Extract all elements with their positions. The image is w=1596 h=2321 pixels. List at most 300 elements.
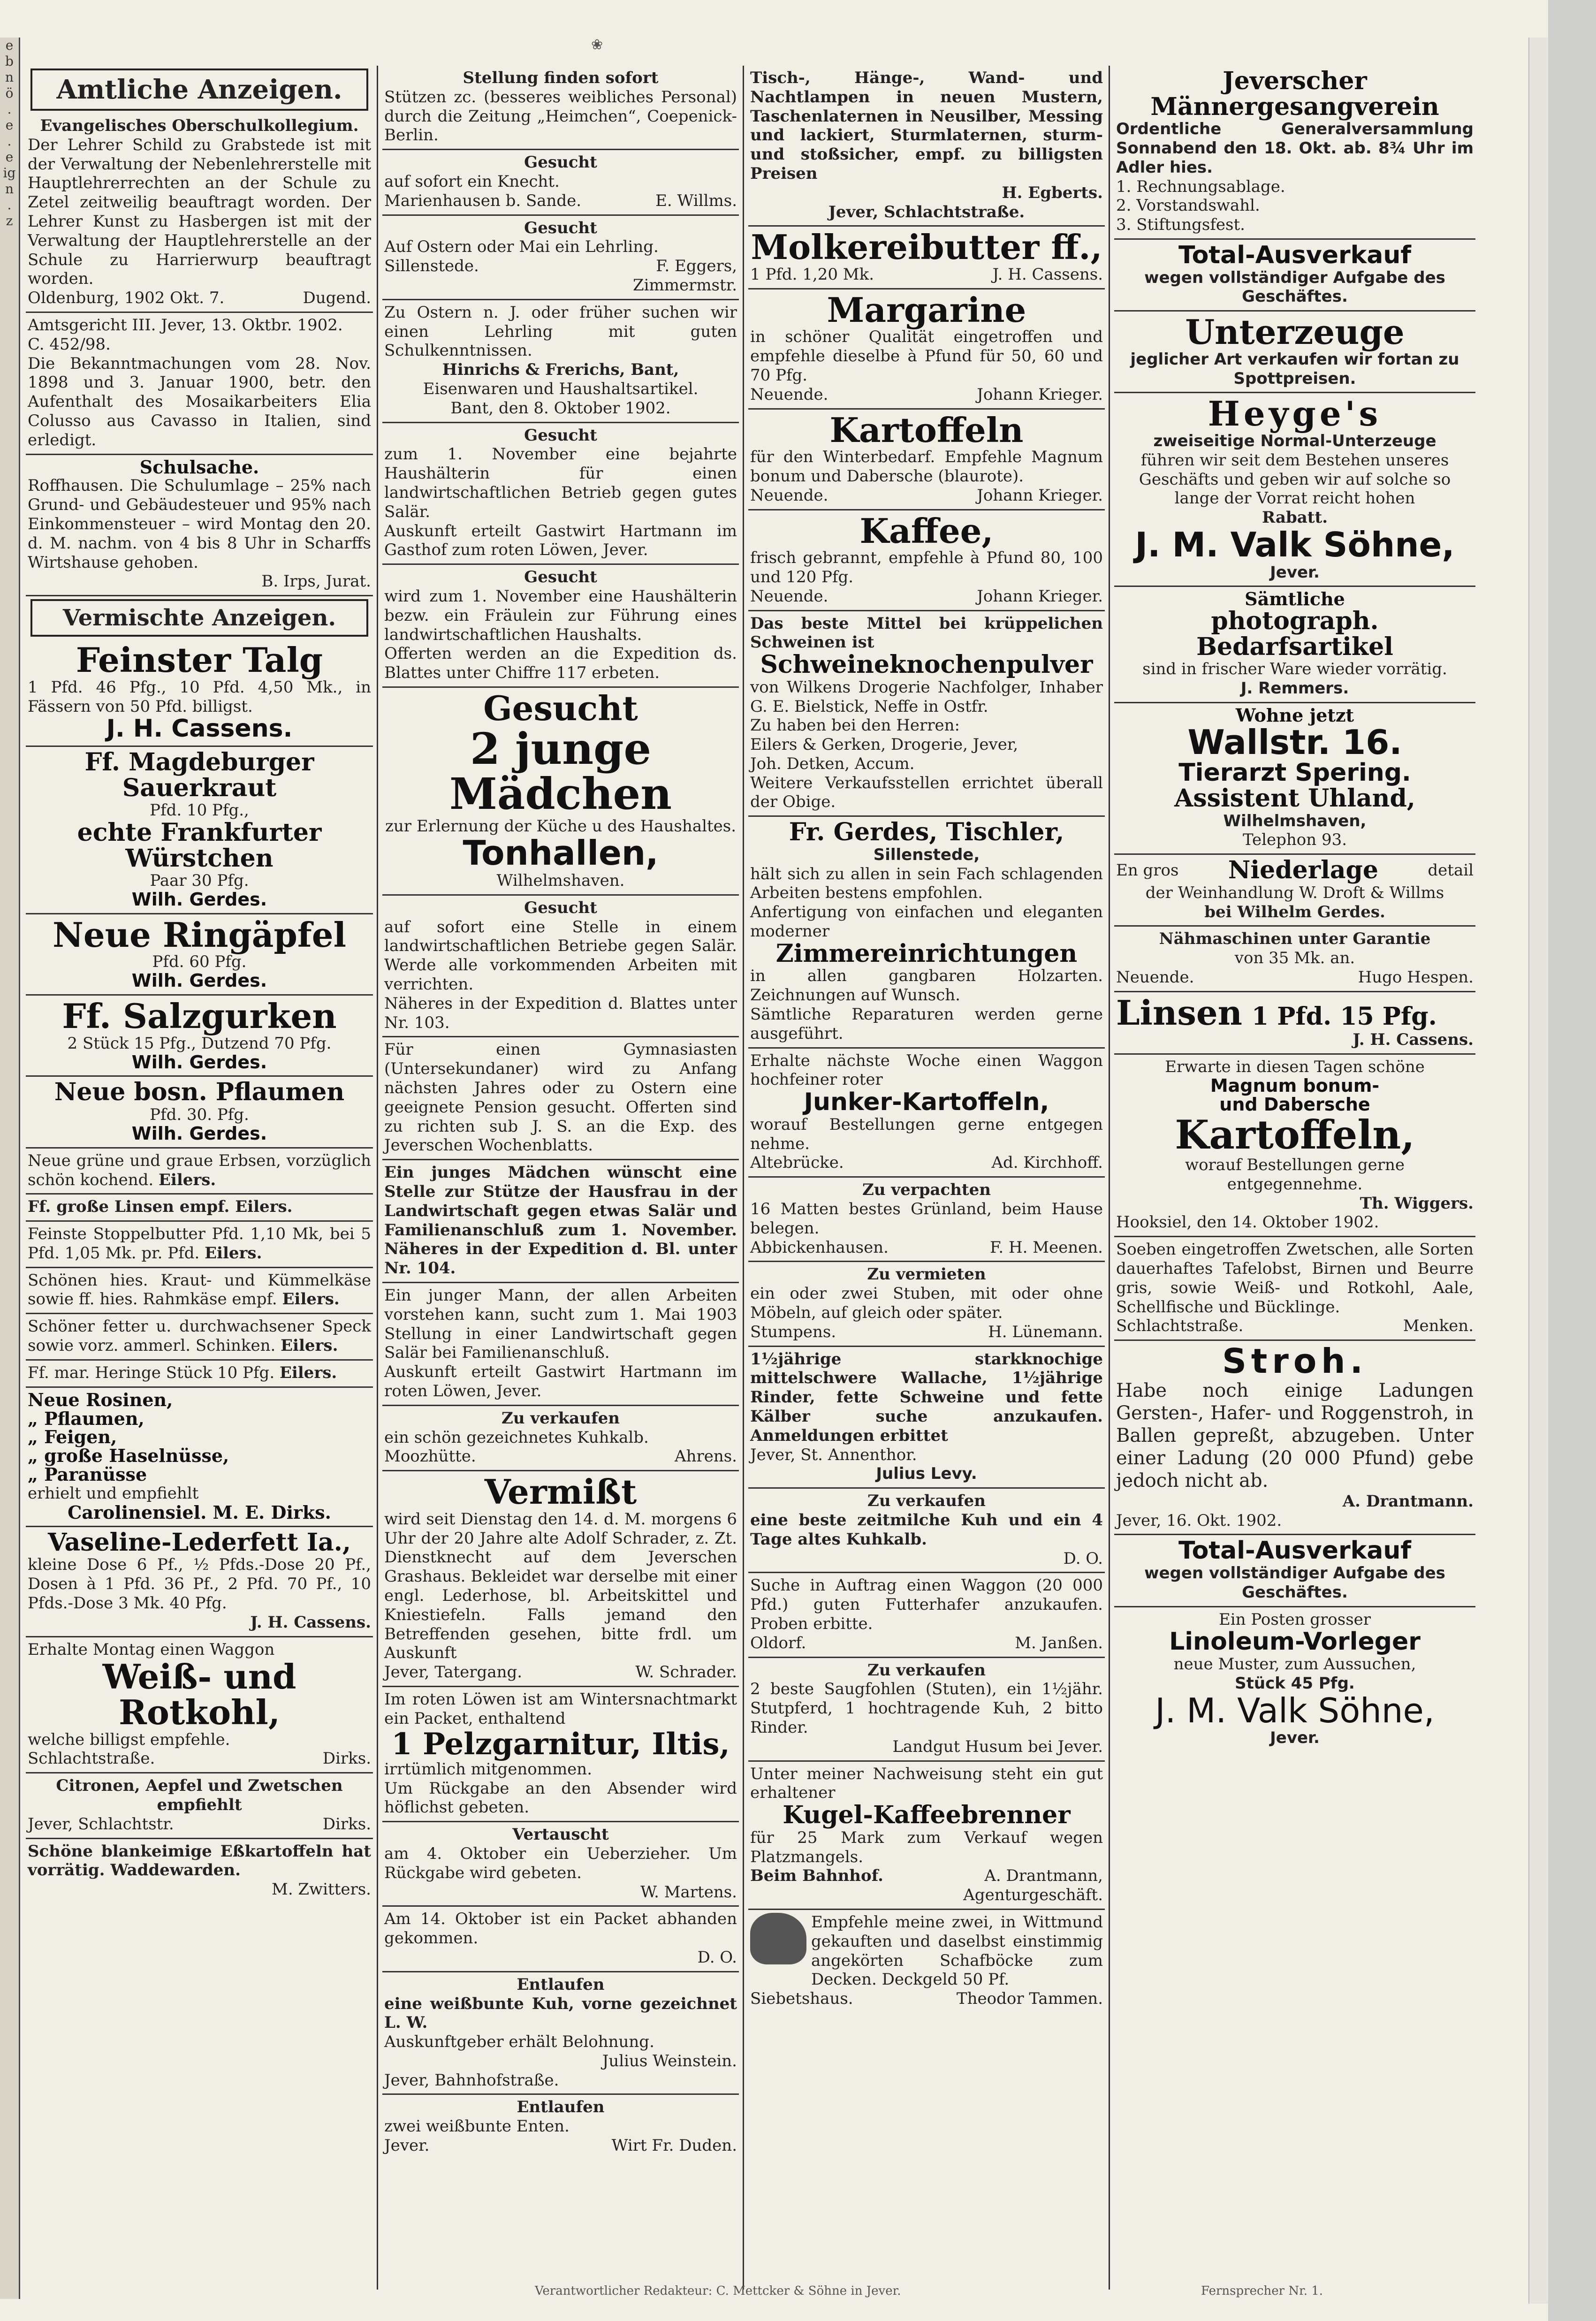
ad-hinrichs — [382, 300, 739, 423]
strip-letter: ig — [3, 165, 16, 181]
ad-sign: W. Martens. — [640, 1882, 737, 1902]
ad-junker-kartoffeln — [748, 1049, 1105, 1178]
ad-naehmaschinen — [1114, 927, 1475, 992]
ad-place: Neuende. — [1116, 968, 1194, 987]
ad-title: Kartoffeln, — [1175, 1111, 1415, 1158]
strip-letter: z — [6, 213, 13, 228]
ad-subtitle: zweiseitige Normal-Unterzeuge — [1153, 431, 1436, 450]
ad-text: Citronen, Aepfel und Zwetschen empfiehlt — [56, 1776, 343, 1814]
ad-text: Schönen hies. Kraut- und Kümmelkäse sowie ff. hies. Rahmkäse empf. — [28, 1271, 371, 1309]
ad-title: Vaseline-Lederfett Ia., — [48, 1528, 351, 1557]
ad-sign: H. Egberts. — [1002, 183, 1103, 202]
ad-text: Suche in Auftrag einen Waggon (20 000 Pfd.) guten Futterhafer anzukaufen. Proben erbitte. — [750, 1576, 1103, 1633]
ad-sign: Eilers. — [282, 1290, 340, 1309]
ad-title: photograph. Bedarfsartikel — [1196, 607, 1393, 661]
ad-title: Gesucht — [483, 688, 638, 728]
ad-place: Oldorf. — [750, 1633, 806, 1652]
ad-text: in allen gangbaren Holzarten. Zeichnungen auf Wunsch. — [750, 966, 1103, 1005]
ad-title: Kartoffeln — [829, 410, 1024, 450]
ad-text: Ein junges Mädchen wünscht eine Stelle zur Stütze der Hausfrau in der Landwirtschaft gegen etwas Salär und Familienanschluß zum 1. November. Näheres in der Expedition d. Bl. unter Nr. 104. — [384, 1163, 737, 1278]
ad-vermieten — [748, 1262, 1105, 1347]
footer-right: Fernsprecher Nr. 1. — [1201, 2284, 1323, 2298]
notice-text: Die Bekanntmachungen vom 28. Nov. 1898 und 3. Januar 1900, betr. den Aufenthalt des Mosaikarbeiters Elia Colusso aus Cavasso in Italien, sind erledigt. — [28, 354, 371, 449]
ad-text: ein oder zwei Stuben, mit oder ohne Möbeln, auf gleich oder später. — [750, 1284, 1103, 1322]
ad-text: jeglicher Art verkaufen wir fortan zu Spottpreisen. — [1130, 350, 1459, 388]
ad-sign: Wilh. Gerdes. — [131, 1123, 267, 1144]
page-margin-right — [1528, 38, 1549, 2304]
ad-sign: Wirt Fr. Duden. — [611, 2136, 737, 2155]
ad-place: Altebrücke. — [750, 1153, 844, 1172]
notice-place: Oldenburg, 1902 Okt. 7. — [28, 289, 225, 308]
ad-kartoffeln — [748, 410, 1105, 510]
ad-molkereibutter — [748, 227, 1105, 289]
ad-title: Vermißt — [484, 1472, 637, 1512]
strip-letter: . — [7, 133, 12, 149]
ad-sign: J. H. Cassens. — [992, 265, 1103, 284]
ad-place: Moozhütte. — [384, 1447, 476, 1466]
ad-sign: Julius Weinstein. — [602, 2051, 737, 2070]
ad-line: 3. Stiftungsfest. — [1116, 215, 1245, 235]
ad-sign: J. H. Cassens. — [106, 715, 293, 743]
ad-magnum-kartoffeln — [1114, 1055, 1475, 1237]
ad-sign: Carolinensiel. M. E. Dirks. — [68, 1501, 331, 1523]
notice-amtsgericht — [26, 313, 373, 455]
ad-title: Zimmereinrichtungen — [775, 939, 1078, 968]
ad-title: Nähmaschinen unter Garantie — [1159, 929, 1431, 949]
ad-saugfohlen — [748, 1658, 1105, 1762]
ad-text: Soeben eingetroffen Zwetschen, alle Sorten dauerhaftes Tafelobst, Birnen und Beurre gris, sowie Weiß- und Rotkohl, Aale, Schellfische und Bücklinge. — [1116, 1240, 1474, 1317]
ad-text: irrtümlich mitgenommen. — [384, 1759, 593, 1779]
ad-line: „ Paranüsse — [28, 1464, 147, 1485]
ad-text: Auskunft erteilt Gastwirt Hartmann im roten Löwen, Jever. — [384, 1362, 737, 1400]
ad-place: Jever. — [1270, 1728, 1320, 1748]
ad-text: Auf Ostern oder Mai ein Lehrling. — [384, 237, 659, 257]
ad-text: Schöne blankeimige Eßkartoffeln hat vorrätig. Waddewarden. — [28, 1842, 371, 1880]
ad-line: 2. Vorstandswahl. — [1116, 196, 1260, 215]
ad-sign: Theodor Tammen. — [956, 1989, 1103, 2009]
ad-sign: M. Zwitters. — [272, 1880, 371, 1899]
ad-text: Ff. mar. Heringe Stück 10 Pfg. — [28, 1363, 275, 1382]
ad-title: Neue bosn. Pflaumen — [54, 1078, 345, 1107]
ad-text: wird zum 1. November eine Haushälterin bezw. ein Fräulein zur Führung eines landwirtschaftlichen Haushalts. — [384, 586, 737, 644]
ad-esskartoffeln — [26, 1839, 373, 1903]
ad-sign: Eilers. — [281, 1336, 338, 1355]
strip-letter: ö — [5, 85, 14, 101]
ad-kaese — [26, 1268, 373, 1315]
ad-wallache — [748, 1347, 1105, 1489]
ad-title: Magnum bonum- — [1210, 1075, 1380, 1096]
ad-entlaufen-kuh — [382, 1972, 739, 2095]
sheep-icon — [750, 1913, 806, 1964]
ad-title: Schweineknochenpulver — [760, 650, 1093, 679]
ad-sign: E. Willms. — [655, 191, 737, 210]
ad-title: Kaffee, — [859, 510, 994, 551]
ad-text: eine beste zeitmilche Kuh und ein 4 Tage altes Kuhkalb. — [750, 1510, 1103, 1549]
ad-text: 1 Pfd. 46 Pfg., 10 Pfd. 4,50 Mk., in Fässern von 50 Pfd. billigst. — [28, 677, 371, 716]
ad-place: Landgut Husum bei Jever. — [892, 1737, 1103, 1756]
ad-gesucht-haushaelterin — [382, 423, 739, 565]
ad-text: führen wir seit dem Bestehen unseres Geschäfts und geben wir auf solche so lange der Vorrat reicht hohen — [1139, 450, 1451, 508]
notice-sign: B. Irps, Jurat. — [261, 572, 371, 591]
notice-text: Roffhausen. Die Schulumlage – 25% nach Grund- und Gebäudesteuer und 95% nach Einkommensteuer – wird Montag den 20. d. M. nachm. von 4 bis 8 Uhr in Scharffs Wirtshause gehoben. — [28, 476, 371, 572]
ad-gesucht-knecht — [382, 150, 739, 215]
ad-speck — [26, 1314, 373, 1361]
notice-schulsache — [26, 455, 373, 597]
ad-text: hält sich zu allen in sein Fach schlagenden Arbeiten bestens empfohlen. — [750, 864, 1103, 903]
ad-sign: Eilers. — [205, 1243, 262, 1263]
ad-title: Ff. Magdeburger Sauerkraut — [84, 748, 314, 802]
ad-place: Jever, Tatergang. — [384, 1663, 523, 1682]
ad-sign: Agenturgeschäft. — [963, 1886, 1103, 1905]
column-rule — [1109, 66, 1110, 2290]
ad-stoppelbutter — [26, 1222, 373, 1268]
ad-linoleum — [1114, 1607, 1475, 1751]
ad-place: Schlachtstraße. — [28, 1749, 155, 1768]
ad-sign: J. Remmers. — [1240, 679, 1349, 698]
ad-text: Eisenwaren und Haushaltsartikel. — [423, 379, 699, 398]
ad-title: Weiß- und Rotkohl, — [102, 1657, 296, 1732]
ad-text: Offerten werden an die Expedition ds. Blattes unter Chiffre 117 erbeten. — [384, 644, 737, 683]
ad-stroh — [1114, 1341, 1475, 1535]
ad-title: Männergesangverein — [1150, 92, 1439, 121]
ad-text: in schöner Qualität eingetroffen und empfehle dieselbe à Pfund für 50, 60 und 70 Pfg. — [750, 327, 1103, 385]
ad-sign: Eilers. — [279, 1363, 337, 1382]
ad-text: Für einen Gymnasiasten (Untersekundaner) wird zu Anfang nächsten Jahres oder zu Ostern eine geeignete Pension gesucht. Offerten sind zu richten sub J. S. an die Exp. des Jeverschen Wochenblatts. — [384, 1040, 737, 1155]
ad-title: Entlaufen — [517, 2098, 605, 2117]
ad-place: Wilhelmshaven, — [1223, 811, 1367, 830]
ad-text: Erwarte in diesen Tagen schöne — [1165, 1058, 1425, 1077]
ad-title: Zu verkaufen — [867, 1492, 986, 1511]
ad-text: Sämtliche Reparaturen werden gerne ausgeführt. — [750, 1005, 1103, 1043]
ad-title: Gesucht — [524, 426, 597, 445]
ad-title: Kugel-Kaffeebrenner — [783, 1801, 1071, 1830]
ad-text: wegen vollständiger Aufgabe des Geschäftes. — [1144, 268, 1445, 306]
ad-text: Empfehle meine zwei, in Wittmund gekauften und daselbst einstimmig angekörten Schafböcke zum Decken. Deckgeld 50 Pf. — [811, 1912, 1103, 1989]
ad-text: 1½jährige starkknochige mittelschwere Wallache, 1½jährige Rinder, fette Schweine und fette Kälber suche anzukaufen. Anmeldungen erbittet — [750, 1349, 1103, 1445]
notice-text: Der Lehrer Schild zu Grabstede ist mit der Verwaltung der Nebenlehrerstelle mit Hauptlehrerrechten an der Schule zu Zetel zeitweilig beauftragt worden. Der Lehrer Kunst zu Hasbergen ist mit der Verwaltung der Hauptlehrerstelle an der Schule zu Harrierwurp beauftragt worden. — [28, 135, 371, 289]
ad-linsen — [1114, 992, 1475, 1055]
ad-title: Zu verpachten — [862, 1180, 991, 1200]
ad-text: Rabatt. — [1262, 508, 1328, 527]
ad-title: Zu vermieten — [867, 1265, 986, 1284]
ad-title: 1 Pelzgarnitur, Iltis, — [391, 1726, 730, 1762]
ad-sign: Eilers. — [158, 1170, 216, 1189]
ad-text: Feinste Stoppelbutter Pfd. 1,10 Mk, bei 5 Pfd. 1,05 Mk. pr. Pfd. — [28, 1225, 371, 1263]
ad-title: echte Frankfurter Würstchen — [77, 818, 322, 873]
ad-text: worauf Bestellungen gerne entgegennehme. — [1185, 1155, 1405, 1194]
ad-place: Jever, Schlachtstr. — [28, 1814, 174, 1834]
ad-text: frisch gebrannt, empfehle à Pfund 80, 100 und 120 Pfg. — [750, 548, 1103, 586]
ad-text: Erhalte Montag einen Waggon — [28, 1640, 275, 1659]
ad-text: Habe noch einige Ladungen Gersten-, Hafer- und Roggenstroh, in Ballen gepreßt, abzugeben. Unter einer Ladung (20 000 Pfund) gebe jedoch nicht ab. — [1116, 1379, 1474, 1492]
ad-title: Vertauscht — [512, 1825, 609, 1844]
ad-title: Gesucht — [524, 218, 597, 237]
ad-junges-maedchen — [382, 1160, 739, 1283]
ad-text: eine weißbunte Kuh, vorne gezeichnet L. W. — [384, 1994, 737, 2032]
ad-sign: A. Drantmann. — [1342, 1492, 1474, 1511]
ad-place: Jever. — [1270, 563, 1320, 582]
ad-text: Erhalte nächste Woche einen Waggon hochfeiner roter — [750, 1051, 1103, 1089]
ad-text: Weitere Verkaufsstellen errichtet überall der Obige. — [750, 773, 1103, 812]
ad-kaffee — [748, 510, 1105, 611]
ad-place: Schlachtstraße. — [1116, 1317, 1244, 1336]
ad-price: Stück 45 Pfg. — [1235, 1674, 1355, 1693]
ad-sign: Wilh. Gerdes. — [131, 1051, 267, 1073]
ad-title: Wallstr. 16. — [1187, 722, 1402, 762]
ad-price: Paar 30 Pfg. — [150, 871, 249, 890]
ad-text: Um Rückgabe an den Absender wird höflichst gebeten. — [384, 1779, 737, 1817]
ad-sign: M. Janßen. — [1015, 1633, 1103, 1652]
ad-place: Sillenstede, — [873, 845, 980, 864]
column-rule — [377, 66, 378, 2290]
ad-title: Gesucht — [524, 153, 597, 172]
ad-price: 1 Pfd. 15 Pfg. — [1252, 1002, 1437, 1031]
ad-sign: Johann Krieger. — [977, 486, 1103, 505]
ad-date: Jever, 16. Okt. 1902. — [1116, 1511, 1282, 1530]
ad-line: „ Pflaumen, — [28, 1408, 144, 1429]
ad-place: Sillenstede. — [384, 257, 479, 276]
ad-text: von 35 Mk. an. — [1234, 949, 1355, 968]
ad-place: Wilhelmshaven. — [496, 871, 625, 890]
ad-sign: J. M. Valk Söhne, — [1155, 1690, 1435, 1730]
column-1 — [26, 66, 373, 2290]
ad-entlaufen-enten — [382, 2095, 739, 2159]
ad-title: Stroh. — [1222, 1341, 1368, 1381]
ad-title: Molkereibutter ff., — [751, 227, 1102, 267]
ad-kohl — [26, 1637, 373, 1774]
ad-text: neue Muster, zum Aussuchen, — [1173, 1654, 1416, 1674]
ad-text: sind in frischer Ware wieder vorrätig. — [1142, 660, 1447, 679]
ad-text: auf sofort eine Stelle in einem landwirtschaftlichen Betriebe gegen Salär. Werde alle vorkommenden Arbeiten mit verrichten. — [384, 917, 737, 994]
ad-price: Pfd. 30. Pfg. — [150, 1105, 249, 1125]
printer-line: Verantwortlicher Redakteur: C. Mettcker & Söhne in Jever. — [535, 2284, 901, 2298]
ad-text: Zu Ostern n. J. oder früher suchen wir einen Lehrling mit guten Schulkenntnissen. — [384, 303, 737, 360]
ad-text: Ordentliche Generalversammlung Sonnabend den 18. Okt. ab. 8¾ Uhr im Adler hies. — [1116, 120, 1474, 177]
ad-title: Margarine — [827, 289, 1026, 330]
scanner-background — [1548, 0, 1596, 2321]
ad-date: Bant, den 8. Oktober 1902. — [450, 398, 671, 418]
ad-text: bei Wilhelm Gerdes. — [1204, 902, 1385, 921]
ad-title: Total-Ausverkauf — [1178, 241, 1411, 269]
ad-sign: Ad. Kirchhoff. — [991, 1153, 1103, 1172]
column-rule — [743, 66, 744, 2290]
ad-text: Das beste Mittel bei krüppelichen Schweinen ist — [750, 614, 1103, 652]
ad-verpachten — [748, 1178, 1105, 1262]
ad-text: Sämtliche — [1245, 588, 1345, 610]
ad-place: Jever. — [384, 2136, 430, 2155]
ad-sign: Dirks. — [322, 1749, 371, 1768]
ad-title: Gesucht — [524, 568, 597, 587]
ornament-icon: ❀ — [591, 37, 603, 53]
notice-title: Evangelisches Oberschulkollegium. — [40, 116, 359, 135]
ad-futterhafer — [748, 1573, 1105, 1658]
ad-title: Neue Ringäpfel — [53, 914, 346, 955]
column-2 — [382, 66, 739, 2290]
ad-sign: H. Lünemann. — [988, 1322, 1103, 1341]
ad-text: Auskunftgeber erhält Belohnung. — [384, 2032, 654, 2052]
ad-sign: Hinrichs & Frerichs, Bant, — [442, 360, 679, 380]
ad-linsen — [26, 1195, 373, 1222]
ad-place: Siebetshaus. — [750, 1989, 853, 2009]
ad-text: auf sofort ein Knecht. — [384, 172, 560, 191]
ad-heringe — [26, 1361, 373, 1388]
ad-sign: W. Schrader. — [635, 1663, 737, 1682]
ad-tierarzt — [1114, 703, 1475, 855]
ad-margarine — [748, 289, 1105, 410]
ad-price: Pfd. 10 Pfg., — [150, 801, 249, 820]
ad-sign: Dirks. — [322, 1814, 371, 1834]
ad-talg — [26, 639, 373, 747]
ad-title: Stellung finden sofort — [463, 68, 659, 87]
ad-text: worauf Bestellungen gerne entgegen nehme. — [750, 1115, 1103, 1153]
ad-sign: Assistent Uhland, — [1174, 784, 1415, 813]
ad-sign: Zimmermstr. — [632, 275, 737, 295]
ad-sign: Tonhallen, — [463, 833, 659, 873]
ad-vertauscht — [382, 1822, 739, 1907]
ad-sign: Hugo Hespen. — [1358, 968, 1474, 987]
ad-text: für 25 Mark zum Verkauf wegen Platzmangels. — [750, 1828, 1103, 1866]
ad-sign: Johann Krieger. — [977, 586, 1103, 606]
ad-text: Wohne jetzt — [1235, 704, 1354, 726]
ad-text: Auskunft erteilt Gastwirt Hartmann im Gasthof zum roten Löwen, Jever. — [384, 521, 737, 560]
ad-sign: J. M. Valk Söhne, — [1135, 525, 1455, 564]
ad-text: En gros — [1116, 861, 1179, 880]
ad-sign: Eilers. — [235, 1197, 293, 1217]
ad-title: Unterzeuge — [1185, 312, 1405, 352]
ad-text: Stützen zc. (besseres weibliches Personal) durch die Zeitung „Heimchen“, Coepenick-Berlin. — [384, 87, 737, 145]
strip-letter: b — [5, 53, 14, 69]
ad-sign: Th. Wiggers. — [1360, 1194, 1474, 1213]
ad-line: Neue Rosinen, — [28, 1389, 173, 1410]
ad-place: Marienhausen b. Sande. — [384, 191, 582, 210]
section-header-official: Amtliche Anzeigen. — [30, 68, 368, 111]
ad-place: Neuende. — [750, 385, 828, 404]
ad-gesucht-stelle — [382, 896, 739, 1038]
ad-text: kleine Dose 6 Pf., ½ Pfds.-Dose 20 Pf., Dosen à 1 Pfd. 36 Pf., 2 Pfd. 70 Pf., 10 Pfds.-Dose 3 Mk. 40 Pfg. — [28, 1555, 371, 1613]
ad-total-ausverkauf-1 — [1114, 240, 1475, 312]
ad-photo — [1114, 587, 1475, 703]
ad-date: Hooksiel, den 14. Oktober 1902. — [1116, 1213, 1379, 1232]
ad-pelzgarnitur — [382, 1687, 739, 1822]
ad-text: welche billigst empfehle. — [28, 1730, 230, 1749]
ad-title: Gesucht — [524, 898, 597, 917]
ad-sign: Wilh. Gerdes. — [131, 889, 267, 910]
ad-title: Jeverscher — [1223, 67, 1367, 95]
ad-heyges — [1114, 393, 1475, 587]
ad-title: Tierarzt Spering. — [1178, 759, 1411, 787]
ad-text: wegen vollständiger Aufgabe des Geschäftes. — [1144, 1563, 1445, 1602]
ad-lampen — [748, 66, 1105, 227]
ad-sauerkraut — [26, 747, 373, 914]
ad-text: Tisch-, Hänge-, Wand- und Nachtlampen in neuen Mustern, Taschenlaternen in Neusilber, Messing und lackiert, Sturmlaternen, sturm- und stoßsicher, empf. zu billigsten Preisen — [750, 68, 1103, 183]
ad-zwetschen — [1114, 1237, 1475, 1341]
ad-rosinen — [26, 1388, 373, 1527]
ad-place: Abbickenhausen. — [750, 1238, 889, 1257]
ad-gesucht-lehrling — [382, 216, 739, 300]
ad-title: Niederlage — [1228, 856, 1378, 885]
strip-letter: n — [5, 69, 14, 85]
ad-text: Telephon 93. — [1242, 830, 1347, 850]
ad-price: 2 Stück 15 Pfg., Dutzend 70 Pfg. — [67, 1034, 332, 1053]
ad-title: Heyge's — [1208, 394, 1382, 434]
ad-place: Jever, Schlachtstraße. — [828, 202, 1025, 221]
ad-sign: Wilh. Gerdes. — [131, 970, 267, 991]
ad-text: Ein Posten grosser — [1218, 1610, 1371, 1629]
strip-letter: . — [7, 197, 12, 213]
ad-price: 1 Pfd. 1,20 Mk. — [750, 265, 874, 284]
ad-text: Im roten Löwen ist am Wintersnachtmarkt ein Packet, enthaltend — [384, 1689, 737, 1728]
ad-niederlage — [1114, 855, 1475, 927]
ad-unterzeuge — [1114, 312, 1475, 393]
section-header-misc: Vermischte Anzeigen. — [30, 599, 368, 637]
ad-kaffeebrenner — [748, 1762, 1105, 1910]
ad-gymnasiast — [382, 1037, 739, 1160]
ad-title: Feinster Talg — [76, 640, 323, 680]
ad-title: Linsen — [1116, 992, 1243, 1033]
ad-tischler — [748, 817, 1105, 1048]
adjacent-page-strip — [0, 38, 20, 2299]
notice-title: Schulsache. — [139, 456, 259, 478]
ad-pflaumen — [26, 1077, 373, 1148]
ad-title: Ff. Salzgurken — [62, 996, 337, 1036]
ad-maennergesangverein — [1114, 66, 1475, 240]
ad-text: Joh. Detken, Accum. — [750, 754, 915, 773]
ad-text: Am 14. Oktober ist ein Packet abhanden gekommen. — [384, 1910, 737, 1948]
ad-text: für den Winterbedarf. Empfehle Magnum bonum und Daberschе (blaurote). — [750, 448, 1103, 486]
ad-sign: F. H. Meenen. — [990, 1238, 1103, 1257]
notice-oberschulkollegium — [26, 114, 373, 313]
ad-sign: Johann Krieger. — [977, 385, 1103, 404]
ad-title: Entlaufen — [517, 1975, 605, 1994]
ad-text: am 4. Oktober ein Ueberzieher. Um Rückgabe wird gebeten. — [384, 1844, 737, 1882]
ad-text: 16 Matten bestes Grünland, beim Hause belegen. — [750, 1200, 1103, 1238]
ad-price: Pfd. 60 Pfg. — [152, 952, 247, 972]
ad-text: Unter meiner Nachweisung steht ein gut erhaltener — [750, 1764, 1103, 1803]
strip-letter: e — [5, 149, 14, 165]
ad-text: wird seit Dienstag den 14. d. M. morgens 6 Uhr der 20 Jahre alte Adolf Schrader, z. Zt. Dienstknecht auf dem Jeverschen Grashaus. Bekleidet war derselbe mit einer engl. Lederhose, bl. Arbeitskittel und Kniestiefeln. Falls jemand den Betreffenden gesehen, bitte frdl. um Auskunft — [384, 1509, 737, 1663]
ad-sign: Menken. — [1403, 1317, 1474, 1336]
ad-gesucht-haushalt — [382, 565, 739, 688]
ad-total-ausverkauf-2 — [1114, 1535, 1475, 1607]
ad-line: „ große Haselnüsse, — [28, 1445, 229, 1467]
ad-title: Junker-Kartoffeln, — [804, 1088, 1049, 1117]
ad-maedchen — [382, 688, 739, 896]
ad-kuhkalb — [382, 1406, 739, 1471]
ad-line: 1. Rechnungsablage. — [1116, 177, 1285, 196]
ad-vaseline — [26, 1527, 373, 1637]
ad-stellung — [382, 66, 739, 150]
ad-packet — [382, 1907, 739, 1972]
ad-place: Beim Bahnhof. — [750, 1866, 883, 1886]
ad-text: ein schön gezeichnetes Kuhkalb. — [384, 1428, 649, 1447]
ad-schweineknochenpulver — [748, 611, 1105, 817]
strip-letter: . — [7, 101, 12, 117]
ad-text: erhielt und empfiehlt — [28, 1484, 199, 1503]
ad-text: von Wilkens Drogerie Nachfolger, Inhaber G. E. Bielstick, Neffe in Ostfr. — [750, 677, 1103, 716]
ad-text: Ff. große Linsen empf. — [28, 1197, 230, 1217]
ad-sign: A. Drantmann, — [984, 1866, 1103, 1886]
ad-vermisst — [382, 1471, 739, 1687]
strip-letter: e — [5, 117, 14, 133]
ad-erbsen — [26, 1149, 373, 1195]
ad-salzgurken — [26, 996, 373, 1077]
column-3 — [748, 66, 1105, 2290]
ad-citronen — [26, 1773, 373, 1839]
ad-junger-mann — [382, 1283, 739, 1406]
notice-ref: C. 452/98. — [28, 335, 111, 354]
ad-text: zur Erlernung der Küche u des Haushaltes. — [385, 816, 737, 836]
ad-title: und Dabersche — [1219, 1094, 1370, 1115]
